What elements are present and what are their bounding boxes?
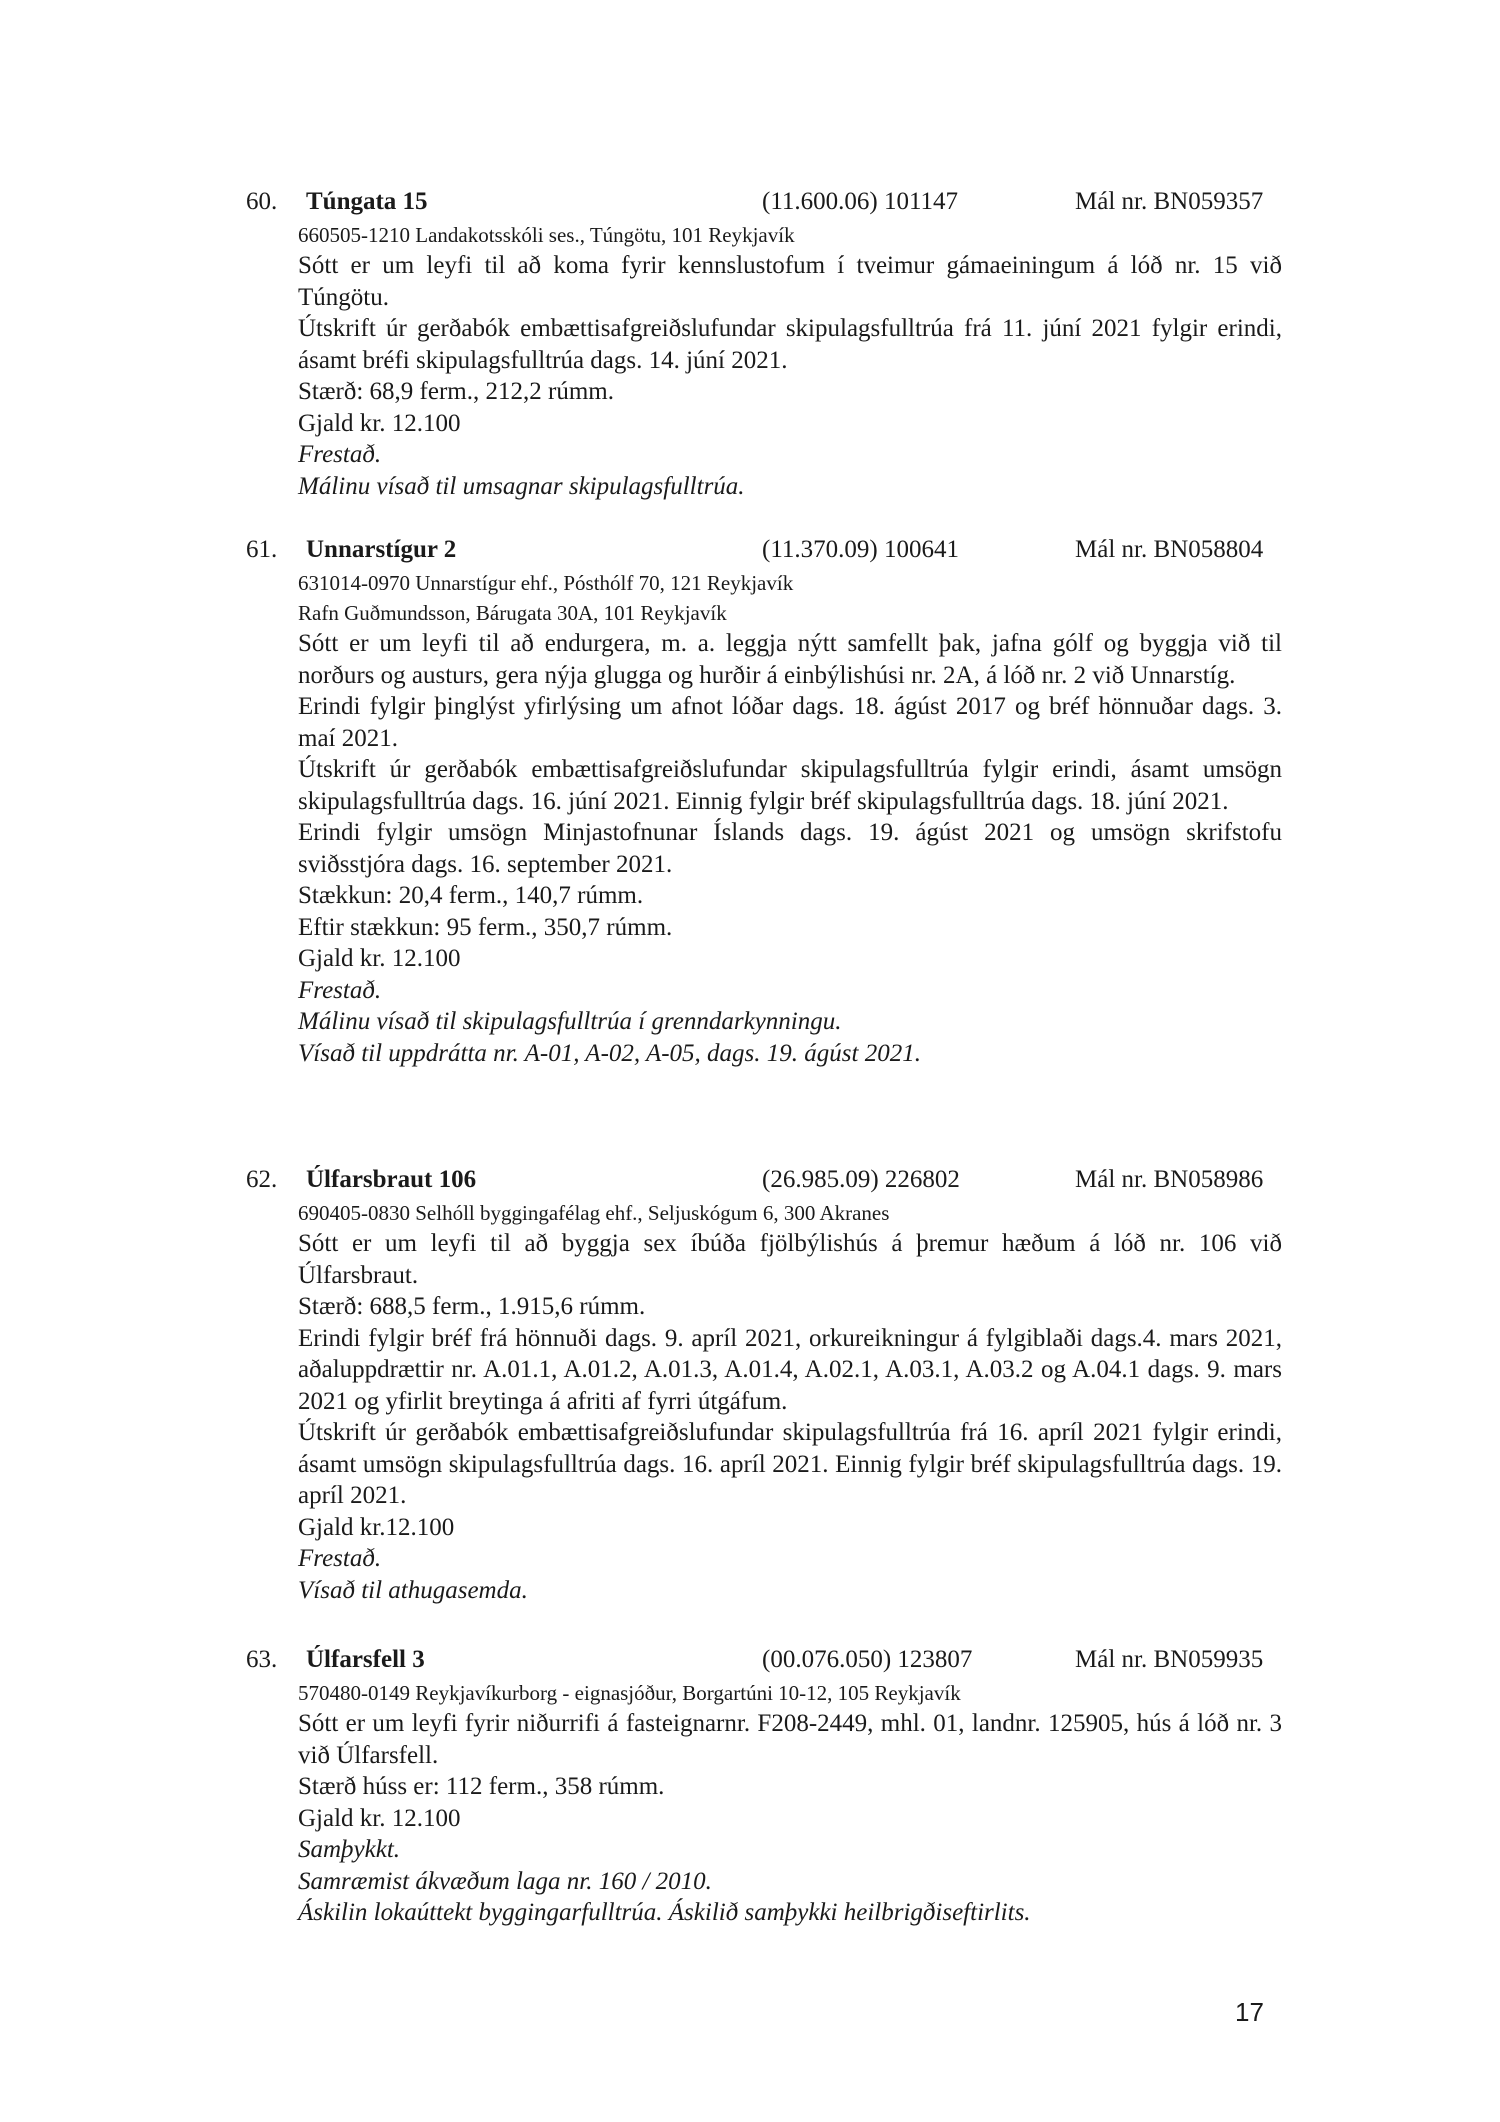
paragraph: Sótt er um leyfi til að endurgera, m. a. leggja nýtt samfellt þak, jafna gólf og byggja við til norðurs og austurs, gera nýja glugga og hurðir á einbýlishúsi nr. 2A, á lóð nr. 2 við Unnarstíg. [298, 630, 1282, 689]
decision: Vísað til uppdrátta nr. A-01, A-02, A-05, dags. 19. ágúst 2021. [298, 1039, 921, 1067]
paragraph: Gjald kr. 12.100 [298, 1804, 461, 1832]
entry-header [0, 532, 1500, 568]
decision: Málinu vísað til umsagnar skipulagsfulltrúa. [298, 472, 745, 500]
entry-number: 61. [246, 536, 278, 563]
decision: Vísað til athugasemda. [298, 1576, 528, 1604]
applicant-line: 690405-0830 Selhóll byggingafélag ehf., Seljuskógum 6, 300 Akranes [298, 1201, 890, 1225]
page-number: 17 [1235, 1997, 1264, 2027]
paragraph: Erindi fylgir umsögn Minjastofnunar Íslands dags. 19. ágúst 2021 og umsögn skrifstofu sviðsstjóra dags. 16. september 2021. [298, 819, 1282, 878]
case-entry-61 [0, 532, 1500, 1069]
paragraph: Útskrift úr gerðabók embættisafgreiðslufundar skipulagsfulltrúa frá 11. júní 2021 fylgir erindi, ásamt bréfi skipulagsfulltrúa dags. 14. júní 2021. [298, 315, 1282, 374]
case-number: Mál nr. BN059357 [1075, 188, 1264, 215]
entry-body [298, 1228, 1282, 1606]
entry-header [0, 184, 1500, 220]
case-entry-63 [0, 1642, 1500, 1929]
paragraph: Sótt er um leyfi fyrir niðurrifi á fasteignarnr. F208-2449, mhl. 01, landnr. 125905, hús á lóð nr. 3 við Úlfarsfell. [298, 1710, 1282, 1769]
entry-reference: (11.370.09) 100641 [762, 536, 959, 563]
decision: Samræmist ákvæðum laga nr. 160 / 2010. [298, 1867, 712, 1895]
applicant-line: 660505-1210 Landakotsskóli ses., Túngötu, 101 Reykjavík [298, 223, 795, 247]
entry-title: Túngata 15 [306, 188, 428, 215]
entry-body [298, 1708, 1282, 1929]
entry-title: Úlfarsfell 3 [306, 1646, 425, 1673]
entry-header [0, 1162, 1500, 1198]
decision: Frestað. [298, 976, 382, 1004]
entry-number: 62. [246, 1166, 278, 1193]
paragraph: Eftir stækkun: 95 ferm., 350,7 rúmm. [298, 913, 673, 941]
paragraph: Gjald kr.12.100 [298, 1513, 455, 1541]
paragraph: Stækkun: 20,4 ferm., 140,7 rúmm. [298, 882, 644, 909]
case-number: Mál nr. BN059935 [1075, 1646, 1264, 1673]
case-entry-62 [0, 1162, 1500, 1606]
paragraph: Stærð: 68,9 ferm., 212,2 rúmm. [298, 378, 614, 405]
decision: Frestað. [298, 1545, 382, 1572]
paragraph: Stærð húss er: 112 ferm., 358 rúmm. [298, 1773, 665, 1800]
entry-reference: (11.600.06) 101147 [762, 188, 959, 215]
case-number: Mál nr. BN058804 [1075, 536, 1264, 563]
decision: Málinu vísað til skipulagsfulltrúa í grenndarkynningu. [298, 1008, 842, 1035]
applicant-line: 631014-0970 Unnarstígur ehf., Pósthólf 70, 121 Reykjavík [298, 571, 794, 595]
paragraph: Sótt er um leyfi til að koma fyrir kennslustofum í tveimur gámaeiningum á lóð nr. 15 við Túngötu. [298, 252, 1282, 311]
entry-body [298, 628, 1282, 1069]
paragraph: Erindi fylgir þinglýst yfirlýsing um afnot lóðar dags. 18. ágúst 2017 og bréf hönnuðar dags. 3. maí 2021. [298, 693, 1282, 752]
paragraph: Sótt er um leyfi til að byggja sex íbúða fjölbýlishús á þremur hæðum á lóð nr. 106 við Úlfarsbraut. [298, 1230, 1282, 1289]
paragraph: Gjald kr. 12.100 [298, 409, 461, 437]
entry-body [298, 250, 1282, 502]
entry-header [0, 1642, 1500, 1678]
decision: Samþykkt. [298, 1836, 401, 1863]
entry-reference: (26.985.09) 226802 [762, 1166, 960, 1193]
entry-title: Úlfarsbraut 106 [306, 1166, 477, 1193]
paragraph: Útskrift úr gerðabók embættisafgreiðslufundar skipulagsfulltrúa fylgir erindi, ásamt umsögn skipulagsfulltrúa dags. 16. júní 2021. Einnig fylgir bréf skipulagsfulltrúa dags. 18. júní 2021. [298, 756, 1282, 815]
paragraph: Erindi fylgir bréf frá hönnuði dags. 9. apríl 2021, orkureikningur á fylgiblaði dags.4. mars 2021, aðaluppdrættir nr. A.01.1, A.01.2, A.01.3, A.01.4, A.02.1, A.03.1, A.03.2 og A.04.1 dags. 9. mars 2021 og yfirlit breytinga á afriti af fyrri útgáfum. [298, 1324, 1282, 1415]
paragraph: Útskrift úr gerðabók embættisafgreiðslufundar skipulagsfulltrúa frá 16. apríl 2021 fylgir erindi, ásamt umsögn skipulagsfulltrúa dags. 16. apríl 2021. Einnig fylgir bréf skipulagsfulltrúa dags. 19. apríl 2021. [298, 1419, 1282, 1509]
entry-reference: (00.076.050) 123807 [762, 1646, 973, 1673]
entry-number: 63. [246, 1646, 278, 1673]
entry-number: 60. [246, 188, 278, 215]
applicant-line: Rafn Guðmundsson, Bárugata 30A, 101 Reykjavík [298, 601, 727, 625]
paragraph: Stærð: 688,5 ferm., 1.915,6 rúmm. [298, 1293, 646, 1320]
decision: Áskilin lokaúttekt byggingarfulltrúa. Áskilið samþykki heilbrigðiseftirlits. [298, 1899, 1031, 1926]
applicant-line: 570480-0149 Reykjavíkurborg - eignasjóður, Borgartúni 10-12, 105 Reykjavík [298, 1681, 961, 1705]
entry-title: Unnarstígur 2 [306, 536, 457, 563]
case-number: Mál nr. BN058986 [1075, 1166, 1264, 1193]
case-entry-60 [0, 184, 1500, 502]
paragraph: Gjald kr. 12.100 [298, 945, 461, 972]
decision: Frestað. [298, 441, 382, 468]
